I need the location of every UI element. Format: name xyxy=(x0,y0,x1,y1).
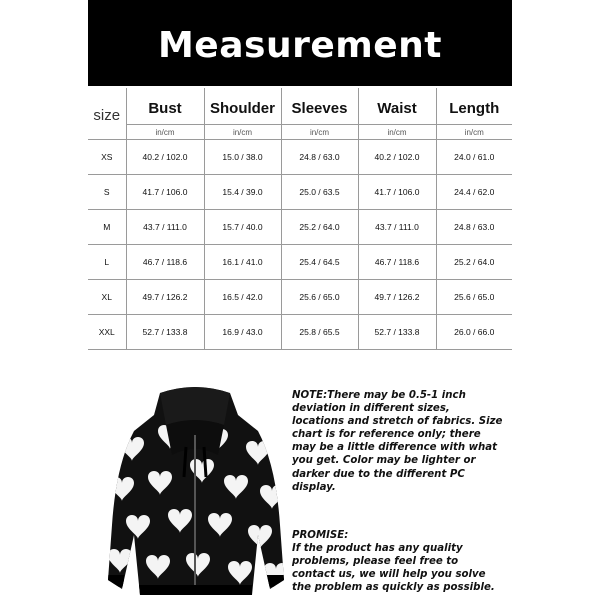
table-cell: 16.9 / 43.0 xyxy=(204,315,281,350)
header-bust: Bust xyxy=(126,88,204,125)
table-row xyxy=(88,280,512,315)
table-row xyxy=(88,210,512,245)
table-cell: 40.2 / 102.0 xyxy=(126,140,204,175)
table-cell: 41.7 / 106.0 xyxy=(358,175,436,210)
table-row xyxy=(88,175,512,210)
table-cell: 24.8 / 63.0 xyxy=(436,210,512,245)
table-cell: 25.2 / 64.0 xyxy=(281,210,358,245)
table-cell: 26.0 / 66.0 xyxy=(436,315,512,350)
table-cell: 46.7 / 118.6 xyxy=(126,245,204,280)
table-cell: 25.6 / 65.0 xyxy=(436,280,512,315)
table-cell: 24.4 / 62.0 xyxy=(436,175,512,210)
size-cell: L xyxy=(88,245,126,280)
size-cell: XL xyxy=(88,280,126,315)
table-cell: 15.0 / 38.0 xyxy=(204,140,281,175)
unit-label: in/cm xyxy=(281,125,358,140)
unit-label: in/cm xyxy=(436,125,512,140)
header-sleeves: Sleeves xyxy=(281,88,358,125)
table-cell: 15.4 / 39.0 xyxy=(204,175,281,210)
table-row xyxy=(88,140,512,175)
table-cell: 24.0 / 61.0 xyxy=(436,140,512,175)
notes-panel xyxy=(292,389,507,594)
size-cell: M xyxy=(88,210,126,245)
product-image xyxy=(100,385,290,600)
table-cell: 41.7 / 106.0 xyxy=(126,175,204,210)
size-note: NOTE:There may be 0.5-1 inch deviation in different sizes, locations and stretch of fabrics. Size chart is for reference only; there may be a little difference with what you get. Color may be lighter or darker due to the different PC display. xyxy=(292,390,503,493)
table-cell: 25.8 / 65.5 xyxy=(281,315,358,350)
page-title: Measurement xyxy=(157,24,443,66)
table-cell: 49.7 / 126.2 xyxy=(358,280,436,315)
heart-pattern-fleece-jacket-icon xyxy=(100,385,290,600)
unit-row xyxy=(88,125,512,140)
title-banner xyxy=(88,0,512,86)
table-cell: 16.5 / 42.0 xyxy=(204,280,281,315)
table-cell: 49.7 / 126.2 xyxy=(126,280,204,315)
table-cell: 46.7 / 118.6 xyxy=(358,245,436,280)
table-cell: 15.7 / 40.0 xyxy=(204,210,281,245)
table-cell: 24.8 / 63.0 xyxy=(281,140,358,175)
table-row xyxy=(88,315,512,350)
size-cell: S xyxy=(88,175,126,210)
header-size: size xyxy=(88,88,126,140)
table-cell: 52.7 / 133.8 xyxy=(126,315,204,350)
size-cell: XS xyxy=(88,140,126,175)
size-chart-table xyxy=(88,88,512,350)
header-waist: Waist xyxy=(358,88,436,125)
unit-label: in/cm xyxy=(358,125,436,140)
promise-note: PROMISE: If the product has any quality problems, please feel free to contact us, we will help you solve the problem as quickly as possible. xyxy=(292,530,495,594)
unit-label: in/cm xyxy=(126,125,204,140)
header-row xyxy=(88,88,512,125)
table-cell: 40.2 / 102.0 xyxy=(358,140,436,175)
table-cell: 52.7 / 133.8 xyxy=(358,315,436,350)
table-cell: 25.0 / 63.5 xyxy=(281,175,358,210)
table-row xyxy=(88,245,512,280)
table-cell: 25.4 / 64.5 xyxy=(281,245,358,280)
table-cell: 25.2 / 64.0 xyxy=(436,245,512,280)
table-cell: 25.6 / 65.0 xyxy=(281,280,358,315)
table-cell: 16.1 / 41.0 xyxy=(204,245,281,280)
table-cell: 43.7 / 111.0 xyxy=(126,210,204,245)
size-cell: XXL xyxy=(88,315,126,350)
unit-label: in/cm xyxy=(204,125,281,140)
header-length: Length xyxy=(436,88,512,125)
table-cell: 43.7 / 111.0 xyxy=(358,210,436,245)
header-shoulder: Shoulder xyxy=(204,88,281,125)
